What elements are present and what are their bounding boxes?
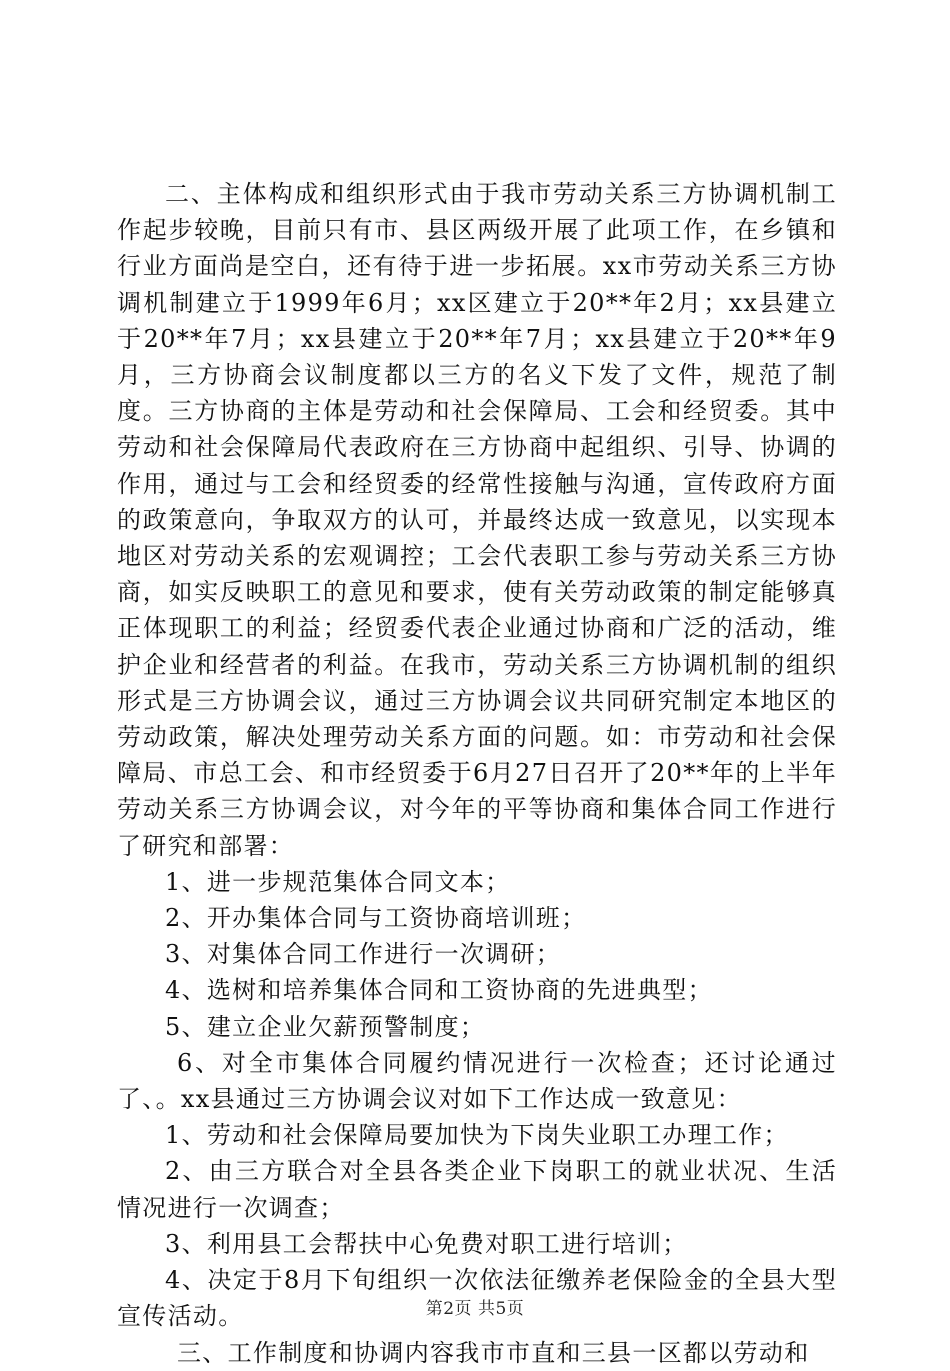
list-item: 1、进一步规范集体合同文本； xyxy=(165,867,511,896)
list-item: 1、劳动和社会保障局要加快为下岗失业职工办理工作； xyxy=(165,1121,789,1150)
list-item: 4、选树和培养集体合同和工资协商的先进典型； xyxy=(165,976,713,1005)
page-number-footer: 第2页 共5页 xyxy=(425,1299,525,1319)
list-item: 3、利用县工会帮扶中心免费对职工进行培训； xyxy=(165,1229,688,1258)
paragraph-section-two: 二、主体构成和组织形式由于我市劳动关系三方协调机制工作起步较晚，目前只有市、县区两级开展了此项工作，在乡镇和行业方面尚是空白，还有待于进一步拓展。xx市劳动关系三方协调机制建立于1999年6月；xx区建立于20**年2月；xx县建立于20**年7月；xx县建立于20**年7月；xx县建立于20**年9月，三方协商会议制度都以三方的名义下发了文件，规范了制度。三方协商的主体是劳动和社会保障局、工会和经贸委。其中劳动和社会保障局代表政府在三方协商中起组织、引导、协调的作用，通过与工会和经贸委的经常性接触与沟通，宣传政府方面的政策意向，争取双方的认可，并最终达成一致意见，以实现本地区对劳动关系的宏观调控；工会代表职工参与劳动关系三方协商，如实反映职工的意见和要求，使有关劳动政策的制定能够真正体现职工的利益；经贸委代表企业通过协商和广泛的活动，维护企业和经营者的利益。在我市，劳动关系三方协调机制的组织形式是三方协调会议，通过三方协调会议共同研究制定本地区的劳动政策，解决处理劳动关系方面的问题。如：市劳动和社会保障局、市总工会、和市经贸委于6月27日召开了20**年的上半年劳动关系三方协调会议，对今年的平等协商和集体合同工作进行了研究和部署： xyxy=(117,180,837,860)
list-item: 2、由三方联合对全县各类企业下岗职工的就业状况、生活情况进行一次调查； xyxy=(117,1157,837,1222)
document-body xyxy=(117,176,837,1371)
list-item: 5、建立企业欠薪预警制度； xyxy=(165,1012,486,1041)
list-item: 2、开办集体合同与工资协商培训班； xyxy=(165,904,587,933)
list-item: 4、决定于8月下旬组织一次依法征缴养老保险金的全县大型宣传活动。 xyxy=(117,1266,837,1331)
list-item: 6、对全市集体合同履约情况进行一次检查；还讨论通过了、。xx县通过三方协调会议对如下工作达成一致意见： xyxy=(117,1048,837,1114)
paragraph-section-three: 三、工作制度和协调内容我市市直和三县一区都以劳动和 xyxy=(177,1338,810,1367)
list-item: 3、对集体合同工作进行一次调研； xyxy=(165,940,562,969)
